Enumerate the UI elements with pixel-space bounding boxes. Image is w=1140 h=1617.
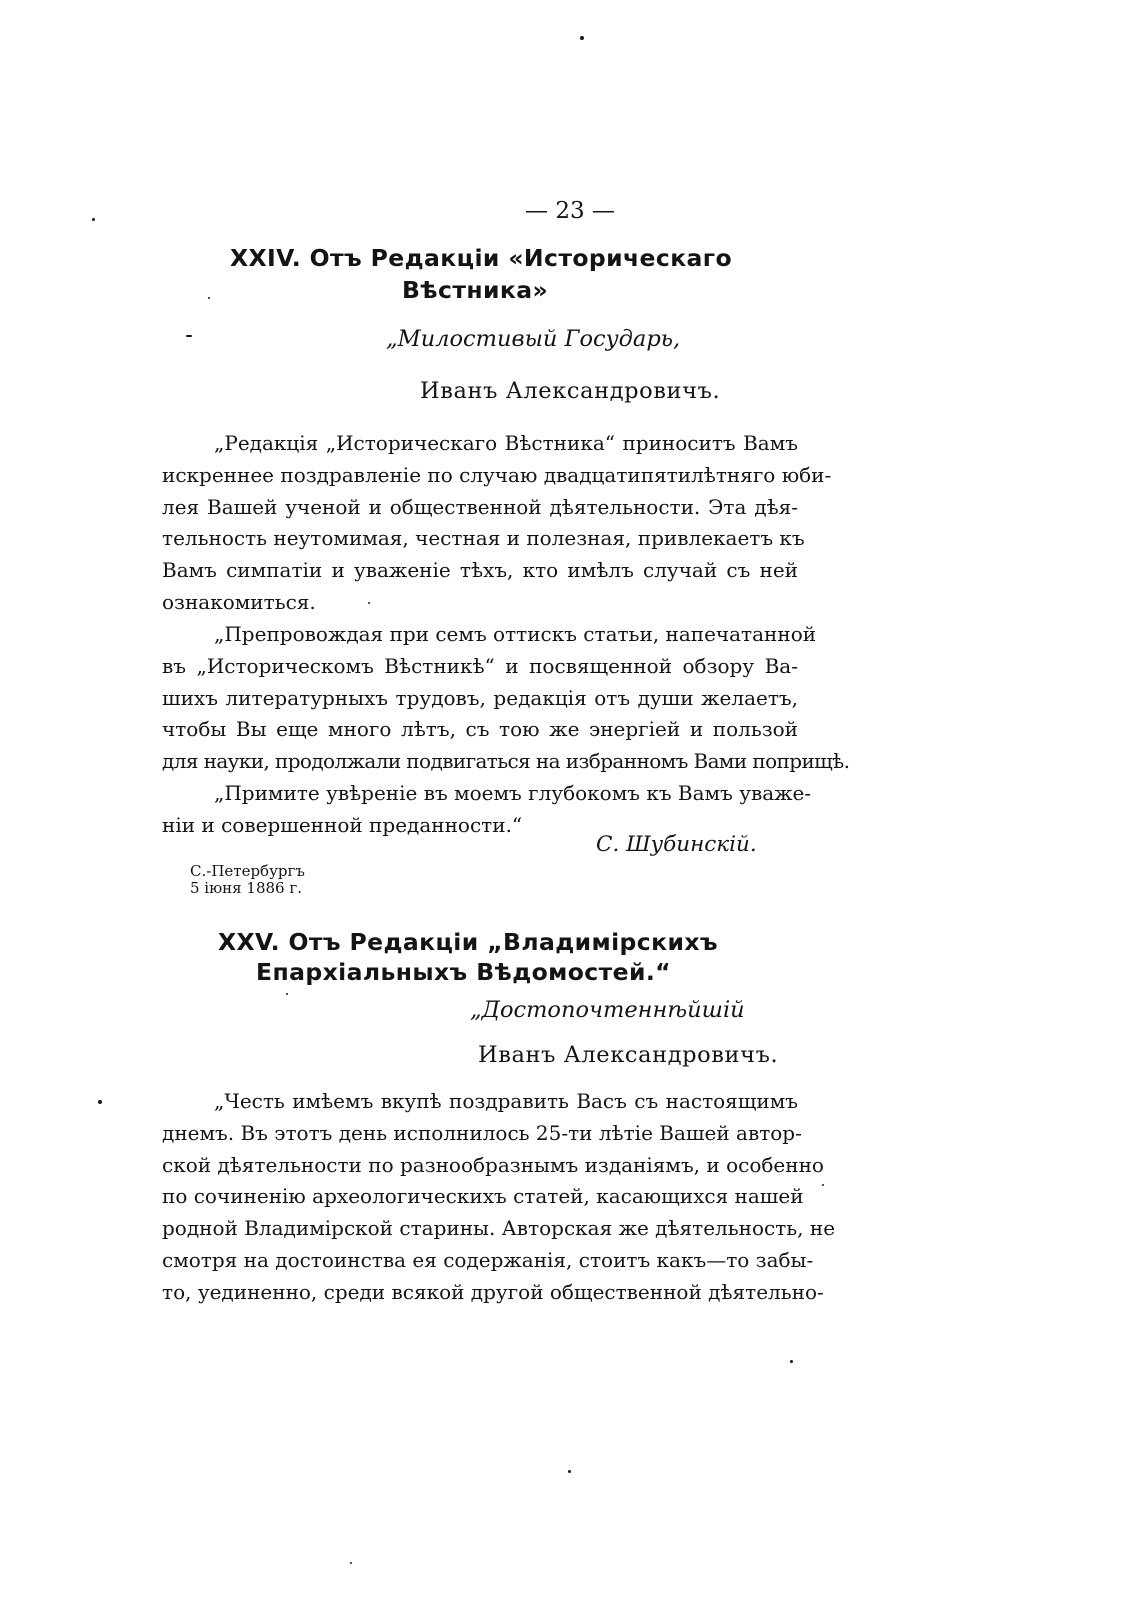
text-line: смотря на достоинства ея содержанія, стоитъ какъ—то забы- <box>162 1247 814 1272</box>
text-line: „Честь имѣемъ вкупѣ поздравить Васъ съ настоящимъ <box>214 1089 798 1113</box>
signature: С. Шубинскій. <box>596 832 757 857</box>
text-line: чтобы Вы еще много лѣтъ, съ тою же энергіей и пользой <box>162 717 798 742</box>
scan-speck <box>350 1562 352 1564</box>
section-heading-xxiv-line1: XXIV. Отъ Редакціи «Историческаго <box>230 244 733 272</box>
scan-speck <box>186 335 192 337</box>
letter-paragraph <box>162 428 832 619</box>
text-line: ніи и совершенной преданности.“ <box>162 812 523 837</box>
text-line: шихъ литературныхъ трудовъ, редакція отъ души желаетъ, <box>162 685 798 710</box>
place-of-writing: С.-Петербургъ <box>190 862 305 880</box>
text-line: ской дѣятельности по разнообразнымъ изданіямъ, и особенно <box>162 1152 824 1177</box>
salutation: „Достопочтеннѣйшій <box>470 997 745 1023</box>
scan-speck <box>98 1100 102 1104</box>
scan-speck <box>92 218 95 221</box>
text-line: Вамъ симпатіи и уваженіе тѣхъ, кто имѣлъ случай съ ней <box>162 558 798 583</box>
scan-speck <box>208 297 210 299</box>
text-line: для науки, продолжали подвигаться на избранномъ Вами поприщѣ. <box>162 749 850 774</box>
text-line: лея Вашей ученой и общественной дѣятельности. Эта дѣя- <box>162 494 798 519</box>
scan-speck <box>286 993 288 995</box>
letter-paragraph <box>162 1086 836 1309</box>
text-line: тельность неутомимая, честная и полезная, привлекаетъ къ <box>162 526 805 551</box>
addressee-name: Иванъ Александровичъ. <box>420 378 721 404</box>
addressee-name: Иванъ Александровичъ. <box>478 1042 779 1068</box>
text-line: днемъ. Въ этотъ день исполнилось 25-ти лѣтіе Вашей автор- <box>162 1120 802 1145</box>
text-line: по сочиненію археологическихъ статей, касающихся нашей <box>162 1184 804 1209</box>
text-line: родной Владимірской старины. Авторская же дѣятельность, не <box>162 1216 836 1241</box>
page-number: — 23 — <box>525 198 615 224</box>
date-of-writing: 5 іюня 1886 г. <box>190 879 302 897</box>
salutation: „Милостивый Государь, <box>386 326 681 352</box>
scan-speck <box>580 36 584 40</box>
text-line: ознакомиться. <box>162 589 316 614</box>
text-line: въ „Историческомъ Вѣстникѣ“ и посвященной обзору Ва- <box>162 653 798 678</box>
letter-paragraph <box>162 619 850 778</box>
scan-speck <box>790 1360 793 1363</box>
text-line: „Редакція „Историческаго Вѣстника“ приноситъ Вамъ <box>214 431 798 455</box>
scan-speck <box>368 602 370 604</box>
scan-speck <box>822 1184 824 1186</box>
section-heading-xxv-line1: XXV. Отъ Редакціи „Владимірскихъ <box>218 928 718 956</box>
section-heading-xxiv-line2: Вѣстника» <box>402 276 549 304</box>
text-line: „Примите увѣреніе въ моемъ глубокомъ къ Вамъ уваже- <box>214 781 812 805</box>
scan-speck <box>568 1470 571 1473</box>
text-line: то, уединенно, среди всякой другой общественной дѣятельно- <box>162 1279 824 1304</box>
text-line: „Препровождая при семъ оттискъ статьи, напечатанной <box>214 622 817 646</box>
text-line: искреннее поздравленіе по случаю двадцатипятилѣтняго юби- <box>162 462 832 487</box>
section-heading-xxv-line2: Епархіальныхъ Вѣдомостей.“ <box>256 958 672 986</box>
